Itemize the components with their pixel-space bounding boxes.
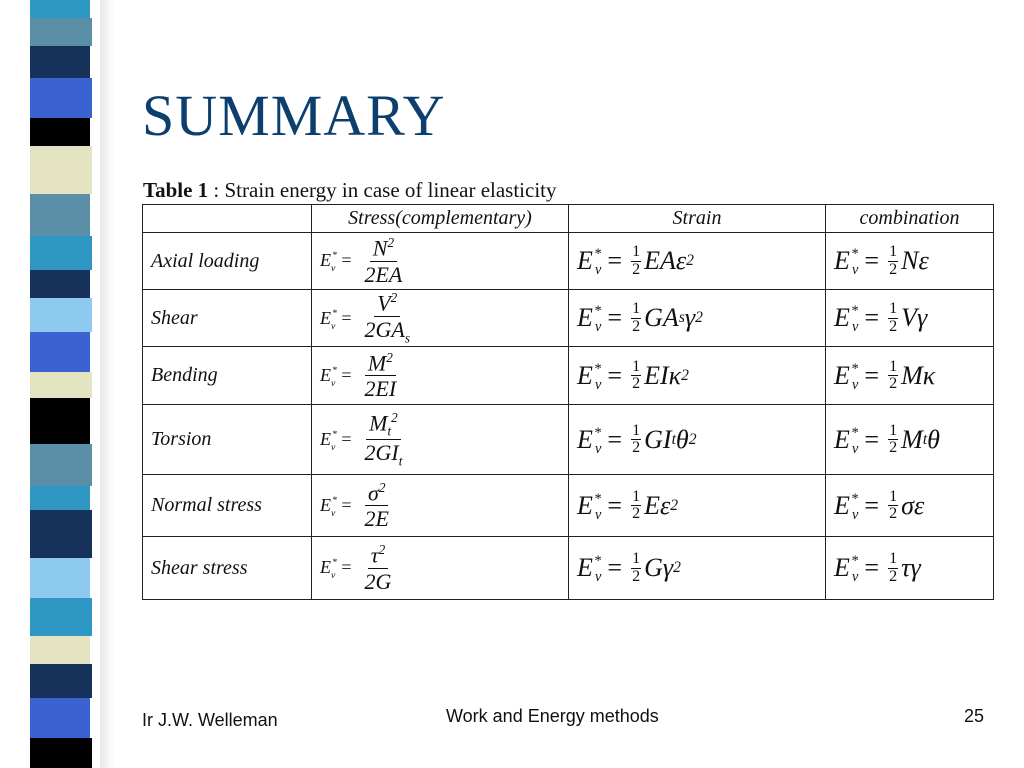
energy-symbol [320, 557, 337, 582]
energy-symbol [320, 428, 337, 453]
stripe-block [30, 270, 90, 298]
symbol-star: * [850, 360, 859, 377]
stress-denominator [361, 317, 412, 346]
strain-formula [569, 537, 826, 600]
symbol-star: * [593, 424, 602, 441]
combination-equation [834, 359, 935, 392]
half-numerator: 1 [632, 421, 641, 439]
symbol-v: v [852, 569, 859, 585]
stress-denominator [361, 262, 405, 287]
symbol-e: E [834, 553, 850, 582]
combination-equation [834, 489, 924, 522]
strain-expr: EAε [644, 246, 687, 275]
combination-equation [834, 244, 929, 277]
table-header-row [143, 205, 994, 233]
stress-fraction [361, 480, 391, 532]
stress-denominator [361, 506, 391, 531]
caption-text: : Strain energy in case of linear elasticity [208, 178, 557, 202]
symbol-star: * [332, 494, 337, 506]
stress-num-sup: 2 [387, 235, 395, 251]
stress-fraction [361, 410, 405, 468]
row-label: Torsion [143, 405, 312, 475]
header-stress: Stress(complementary) [312, 205, 569, 233]
stripe-shadow [100, 0, 116, 768]
strain-sup: 2 [681, 366, 689, 384]
stress-formula [312, 290, 569, 347]
stress-num-sup: 2 [390, 290, 398, 306]
combo-expr: τγ [901, 553, 921, 582]
half-numerator: 1 [889, 243, 898, 261]
stress-numerator [368, 542, 388, 569]
strain-equation [577, 244, 694, 277]
stripe-block [30, 298, 92, 332]
symbol-star: * [850, 424, 859, 441]
symbol-star: * [593, 246, 602, 262]
table-row [143, 233, 994, 290]
stripe-block [30, 664, 92, 698]
stress-num-sup: 2 [378, 479, 386, 495]
stripe-block [30, 698, 90, 738]
symbol-star: * [593, 360, 602, 377]
equals-sign: = [864, 553, 880, 582]
decorative-stripe-bar [30, 0, 100, 768]
half-numerator: 1 [632, 300, 641, 318]
strain-equation [577, 423, 697, 456]
footer-page-number: 25 [964, 706, 985, 726]
energy-symbol [577, 553, 601, 583]
stripe-block [30, 636, 90, 664]
symbol-e: E [834, 424, 850, 454]
one-half-fraction [888, 244, 898, 277]
stress-num: M [369, 410, 388, 436]
one-half-fraction [888, 551, 898, 584]
stripe-block [30, 0, 90, 18]
combination-equation [834, 551, 921, 584]
stress-fraction [361, 235, 405, 287]
one-half-fraction [888, 489, 898, 522]
table-row [143, 290, 994, 347]
symbol-v: v [595, 440, 602, 457]
symbol-v: v [852, 506, 859, 523]
equals-sign: = [341, 307, 352, 328]
stress-num-sub: t [387, 423, 392, 439]
one-half-fraction [631, 489, 641, 522]
symbol-star: * [850, 490, 859, 507]
symbol-e: E [577, 360, 593, 390]
footer-author: Ir J.W. Welleman [142, 710, 278, 730]
stress-den: 2GA [364, 317, 405, 343]
equals-sign: = [341, 428, 352, 449]
stress-denominator [361, 440, 405, 469]
half-numerator: 1 [889, 550, 898, 568]
stress-num: V [377, 290, 391, 316]
row-label: Shear stress [143, 537, 312, 600]
energy-symbol [320, 307, 337, 332]
symbol-v: v [852, 440, 859, 457]
strain-sub: s [678, 309, 685, 326]
one-half-fraction [888, 423, 898, 456]
stress-num: N [372, 235, 388, 261]
one-half-fraction [631, 244, 641, 277]
half-denominator: 2 [889, 505, 898, 522]
half-denominator: 2 [889, 375, 898, 392]
stress-equation [320, 410, 409, 468]
strain-expr: GI [644, 424, 672, 454]
stress-denominator [361, 569, 394, 594]
energy-symbol [577, 246, 601, 276]
strain-sup: 2 [688, 430, 697, 448]
half-denominator: 2 [632, 567, 641, 585]
symbol-e: E [834, 360, 850, 390]
stress-fraction [361, 542, 394, 594]
stripe-block [30, 118, 90, 146]
symbol-v: v [330, 263, 336, 275]
symbol-star: * [850, 553, 859, 569]
equals-sign: = [864, 303, 880, 332]
stress-formula [312, 347, 569, 405]
equals-sign: = [607, 246, 623, 275]
stress-equation [320, 542, 398, 594]
row-label: Shear [143, 290, 312, 347]
stress-fraction [361, 290, 412, 345]
symbol-v: v [595, 319, 602, 335]
stress-formula [312, 475, 569, 537]
stress-numerator [374, 290, 400, 317]
stress-denominator [361, 376, 399, 401]
caption-label: Table 1 [143, 178, 209, 202]
symbol-star: * [332, 364, 337, 376]
symbol-v: v [852, 319, 859, 335]
symbol-v: v [852, 376, 859, 393]
equals-sign: = [607, 360, 623, 390]
slide-title: SUMMARY [142, 83, 446, 148]
stress-den-sub: t [398, 453, 403, 469]
symbol-e: E [320, 364, 331, 385]
stress-equation [320, 290, 417, 345]
stress-numerator [365, 480, 388, 507]
stress-numerator [370, 235, 397, 262]
strain-formula [569, 290, 826, 347]
one-half-fraction [631, 551, 641, 584]
one-half-fraction [631, 359, 641, 392]
symbol-v: v [330, 570, 336, 582]
one-half-fraction [631, 423, 641, 456]
half-denominator: 2 [632, 505, 641, 522]
symbol-e: E [577, 246, 593, 275]
energy-symbol [320, 364, 337, 389]
symbol-e: E [834, 303, 850, 332]
stripe-block [30, 236, 92, 270]
equals-sign: = [607, 424, 623, 454]
half-denominator: 2 [889, 439, 898, 456]
stripe-block [30, 78, 92, 118]
symbol-v: v [852, 262, 859, 278]
stripe-block [30, 332, 90, 372]
symbol-e: E [834, 490, 850, 520]
equals-sign: = [864, 424, 880, 454]
half-denominator: 2 [889, 260, 898, 278]
stress-equation [320, 235, 409, 287]
half-numerator: 1 [632, 357, 641, 375]
combination-formula [826, 347, 994, 405]
table-row [143, 347, 994, 405]
combo-expr: Vγ [901, 303, 928, 332]
strain-sub: t [671, 430, 676, 448]
symbol-e: E [577, 424, 593, 454]
one-half-fraction [631, 301, 641, 334]
stripe-block [30, 558, 90, 598]
half-denominator: 2 [889, 317, 898, 335]
symbol-e: E [320, 557, 331, 578]
combo-tail: θ [927, 424, 940, 454]
table-row [143, 405, 994, 475]
energy-symbol [577, 361, 601, 391]
symbol-e: E [577, 553, 593, 582]
energy-symbol [320, 250, 337, 275]
footer-topic: Work and Energy methods [446, 706, 659, 726]
stripe-block [30, 486, 90, 510]
stress-den-sub: s [404, 330, 410, 346]
strain-tail: γ [684, 303, 696, 332]
table-row [143, 475, 994, 537]
stripe-block [30, 738, 92, 768]
half-denominator: 2 [632, 375, 641, 392]
half-numerator: 1 [632, 550, 641, 568]
stress-num-sup: 2 [386, 349, 393, 365]
strain-equation [577, 359, 689, 392]
stress-fraction [361, 350, 399, 402]
strain-equation [577, 489, 678, 522]
combination-formula [826, 405, 994, 475]
equals-sign: = [607, 303, 623, 332]
combo-expr: σε [901, 490, 925, 520]
symbol-e: E [320, 494, 331, 515]
combination-formula [826, 537, 994, 600]
header-strain: Strain [569, 205, 826, 233]
symbol-e: E [577, 303, 593, 332]
symbol-v: v [595, 569, 602, 585]
combination-formula [826, 290, 994, 347]
row-label: Axial loading [143, 233, 312, 290]
combo-sub: t [922, 430, 928, 448]
strain-energy-table [142, 204, 994, 600]
stress-equation [320, 350, 403, 402]
equals-sign: = [607, 553, 623, 582]
stress-num: M [367, 349, 387, 375]
stress-formula [312, 405, 569, 475]
symbol-v: v [330, 507, 336, 519]
half-denominator: 2 [889, 567, 898, 585]
stripe-block [30, 372, 92, 398]
combo-expr: Nε [901, 246, 929, 275]
strain-expr: Gγ [644, 553, 674, 582]
row-label: Bending [143, 347, 312, 405]
symbol-v: v [595, 376, 602, 393]
combination-formula [826, 233, 994, 290]
one-half-fraction [888, 301, 898, 334]
symbol-v: v [330, 441, 336, 453]
symbol-star: * [332, 307, 337, 319]
stress-numerator [365, 350, 396, 377]
stress-equation [320, 480, 396, 532]
symbol-e: E [320, 428, 331, 449]
table-caption [143, 178, 557, 203]
half-numerator: 1 [889, 357, 898, 375]
one-half-fraction [888, 359, 898, 392]
equals-sign: = [341, 557, 352, 578]
energy-symbol [320, 494, 337, 519]
combination-equation [834, 423, 940, 456]
symbol-star: * [332, 250, 337, 262]
energy-symbol [577, 425, 601, 455]
strain-tail: θ [675, 424, 689, 454]
energy-symbol [834, 491, 858, 521]
energy-symbol [834, 425, 858, 455]
header-combination: combination [826, 205, 994, 233]
energy-symbol [577, 491, 601, 521]
energy-symbol [834, 361, 858, 391]
half-denominator: 2 [632, 317, 641, 335]
combo-expr: Mκ [901, 360, 936, 390]
half-numerator: 1 [889, 300, 898, 318]
strain-formula [569, 405, 826, 475]
stripe-block [30, 398, 90, 444]
equals-sign: = [341, 250, 352, 271]
symbol-e: E [577, 490, 593, 520]
equals-sign: = [607, 490, 623, 520]
stress-num-sup: 2 [378, 542, 386, 558]
strain-expr: GA [644, 303, 679, 332]
strain-sup: 2 [670, 496, 679, 514]
equals-sign: = [864, 246, 880, 275]
symbol-v: v [595, 506, 602, 523]
equals-sign: = [341, 364, 352, 385]
equals-sign: = [341, 494, 352, 515]
half-numerator: 1 [889, 487, 898, 505]
symbol-star: * [850, 246, 859, 262]
stress-den: 2EI [364, 376, 397, 402]
strain-expr: Eε [644, 490, 671, 520]
symbol-star: * [332, 428, 337, 440]
row-label: Normal stress [143, 475, 312, 537]
equals-sign: = [864, 490, 880, 520]
strain-equation [577, 301, 703, 334]
strain-equation [577, 551, 681, 584]
table-row [143, 537, 994, 600]
symbol-e: E [834, 246, 850, 275]
stress-formula [312, 233, 569, 290]
symbol-v: v [330, 377, 336, 389]
symbol-e: E [320, 250, 331, 271]
half-denominator: 2 [632, 260, 641, 278]
stress-numerator [366, 410, 401, 440]
stress-den: 2GI [364, 440, 399, 466]
strain-sup: 2 [686, 252, 694, 269]
strain-sup: 2 [673, 559, 681, 576]
symbol-v: v [595, 262, 602, 278]
combo-expr: M [901, 424, 923, 454]
energy-symbol [834, 246, 858, 276]
strain-expr: EIκ [644, 360, 682, 390]
symbol-v: v [330, 320, 336, 332]
stress-den: 2EA [364, 261, 403, 287]
equals-sign: = [864, 360, 880, 390]
stripe-block [30, 18, 92, 46]
strain-formula [569, 347, 826, 405]
stripe-block [30, 510, 92, 558]
symbol-star: * [593, 553, 602, 569]
half-numerator: 1 [632, 487, 641, 505]
stress-num-sup: 2 [391, 410, 398, 426]
stripe-block [30, 46, 90, 78]
stress-num: σ [367, 479, 379, 505]
symbol-star: * [593, 490, 602, 507]
combination-formula [826, 475, 994, 537]
stress-den: 2E [364, 506, 389, 532]
combination-equation [834, 301, 927, 334]
stress-formula [312, 537, 569, 600]
stripe-block [30, 146, 92, 194]
half-numerator: 1 [889, 421, 898, 439]
symbol-e: E [320, 307, 331, 328]
stripe-block [30, 194, 90, 236]
symbol-star: * [332, 557, 337, 569]
strain-formula [569, 233, 826, 290]
symbol-star: * [850, 303, 859, 319]
half-numerator: 1 [632, 243, 641, 261]
header-empty [143, 205, 312, 233]
symbol-star: * [593, 303, 602, 319]
stripe-block [30, 444, 92, 486]
stress-den: 2G [364, 568, 392, 594]
energy-symbol [834, 303, 858, 333]
stress-num: τ [370, 542, 379, 568]
half-denominator: 2 [632, 439, 641, 456]
stripe-block [30, 598, 92, 636]
strain-sup: 2 [695, 309, 703, 326]
energy-symbol [834, 553, 858, 583]
strain-formula [569, 475, 826, 537]
energy-symbol [577, 303, 601, 333]
